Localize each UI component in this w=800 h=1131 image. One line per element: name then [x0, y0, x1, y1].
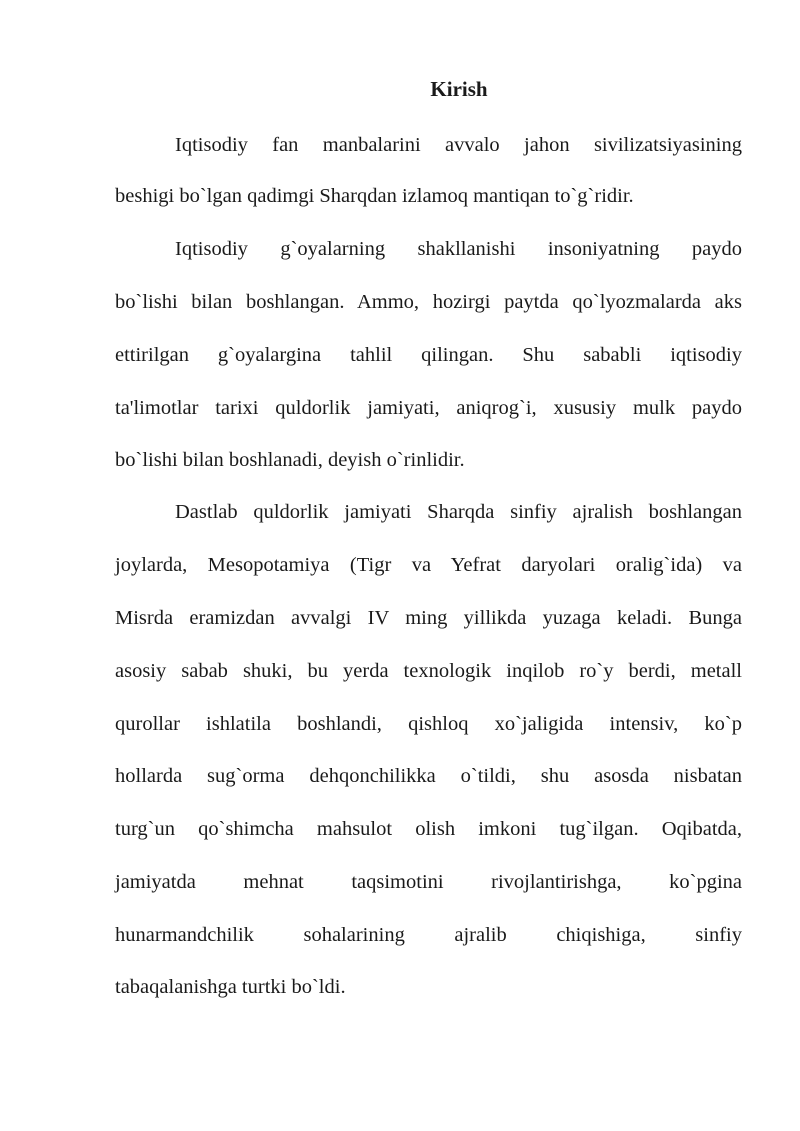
- paragraph-3-line-6: hollarda sug`orma dehqonchilikka o`tildi, shu asosda nisbatan: [115, 765, 742, 787]
- paragraph-2-line-3: ettirilgan g`oyalargina tahlil qilingan. Shu sababli iqtisodiy: [115, 344, 742, 366]
- paragraph-3-line-9: hunarmandchilik sohalarining ajralib chiqishiga, sinfiy: [115, 924, 742, 946]
- paragraph-2-line-5: bo`lishi bilan boshlanadi, deyish o`rinlidir.: [115, 449, 465, 471]
- paragraph-2-line-4: ta'limotlar tarixi quldorlik jamiyati, aniqrog`i, xususiy mulk paydo: [115, 397, 742, 419]
- paragraph-3-line-10: tabaqalanishga turtki bo`ldi.: [115, 976, 346, 998]
- paragraph-3-line-1: Dastlab quldorlik jamiyati Sharqda sinfiy ajralish boshlangan: [175, 501, 742, 523]
- paragraph-3-line-8: jamiyatda mehnat taqsimotini rivojlantirishga, ko`pgina: [115, 871, 742, 893]
- paragraph-3-line-7: turg`un qo`shimcha mahsulot olish imkoni tug`ilgan. Oqibatda,: [115, 818, 742, 840]
- paragraph-1-line-2: beshigi bo`lgan qadimgi Sharqdan izlamoq mantiqan to`g`ridir.: [115, 185, 634, 207]
- page-title: Kirish: [430, 77, 488, 101]
- paragraph-3-line-5: qurollar ishlatila boshlandi, qishloq xo`jaligida intensiv, ko`p: [115, 713, 742, 735]
- paragraph-2-line-2: bo`lishi bilan boshlangan. Ammo, hozirgi paytda qo`lyozmalarda aks: [115, 291, 742, 313]
- paragraph-3-line-4: asosiy sabab shuki, bu yerda texnologik inqilob ro`y berdi, metall: [115, 660, 742, 682]
- paragraph-2-line-1: Iqtisodiy g`oyalarning shakllanishi insoniyatning paydo: [175, 238, 742, 260]
- paragraph-1-line-1: Iqtisodiy fan manbalarini avvalo jahon sivilizatsiyasining: [175, 134, 742, 156]
- paragraph-3-line-3: Misrda eramizdan avvalgi IV ming yillikda yuzaga keladi. Bunga: [115, 607, 742, 629]
- paragraph-3-line-2: joylarda, Mesopotamiya (Tigr va Yefrat daryolari oralig`ida) va: [115, 554, 742, 576]
